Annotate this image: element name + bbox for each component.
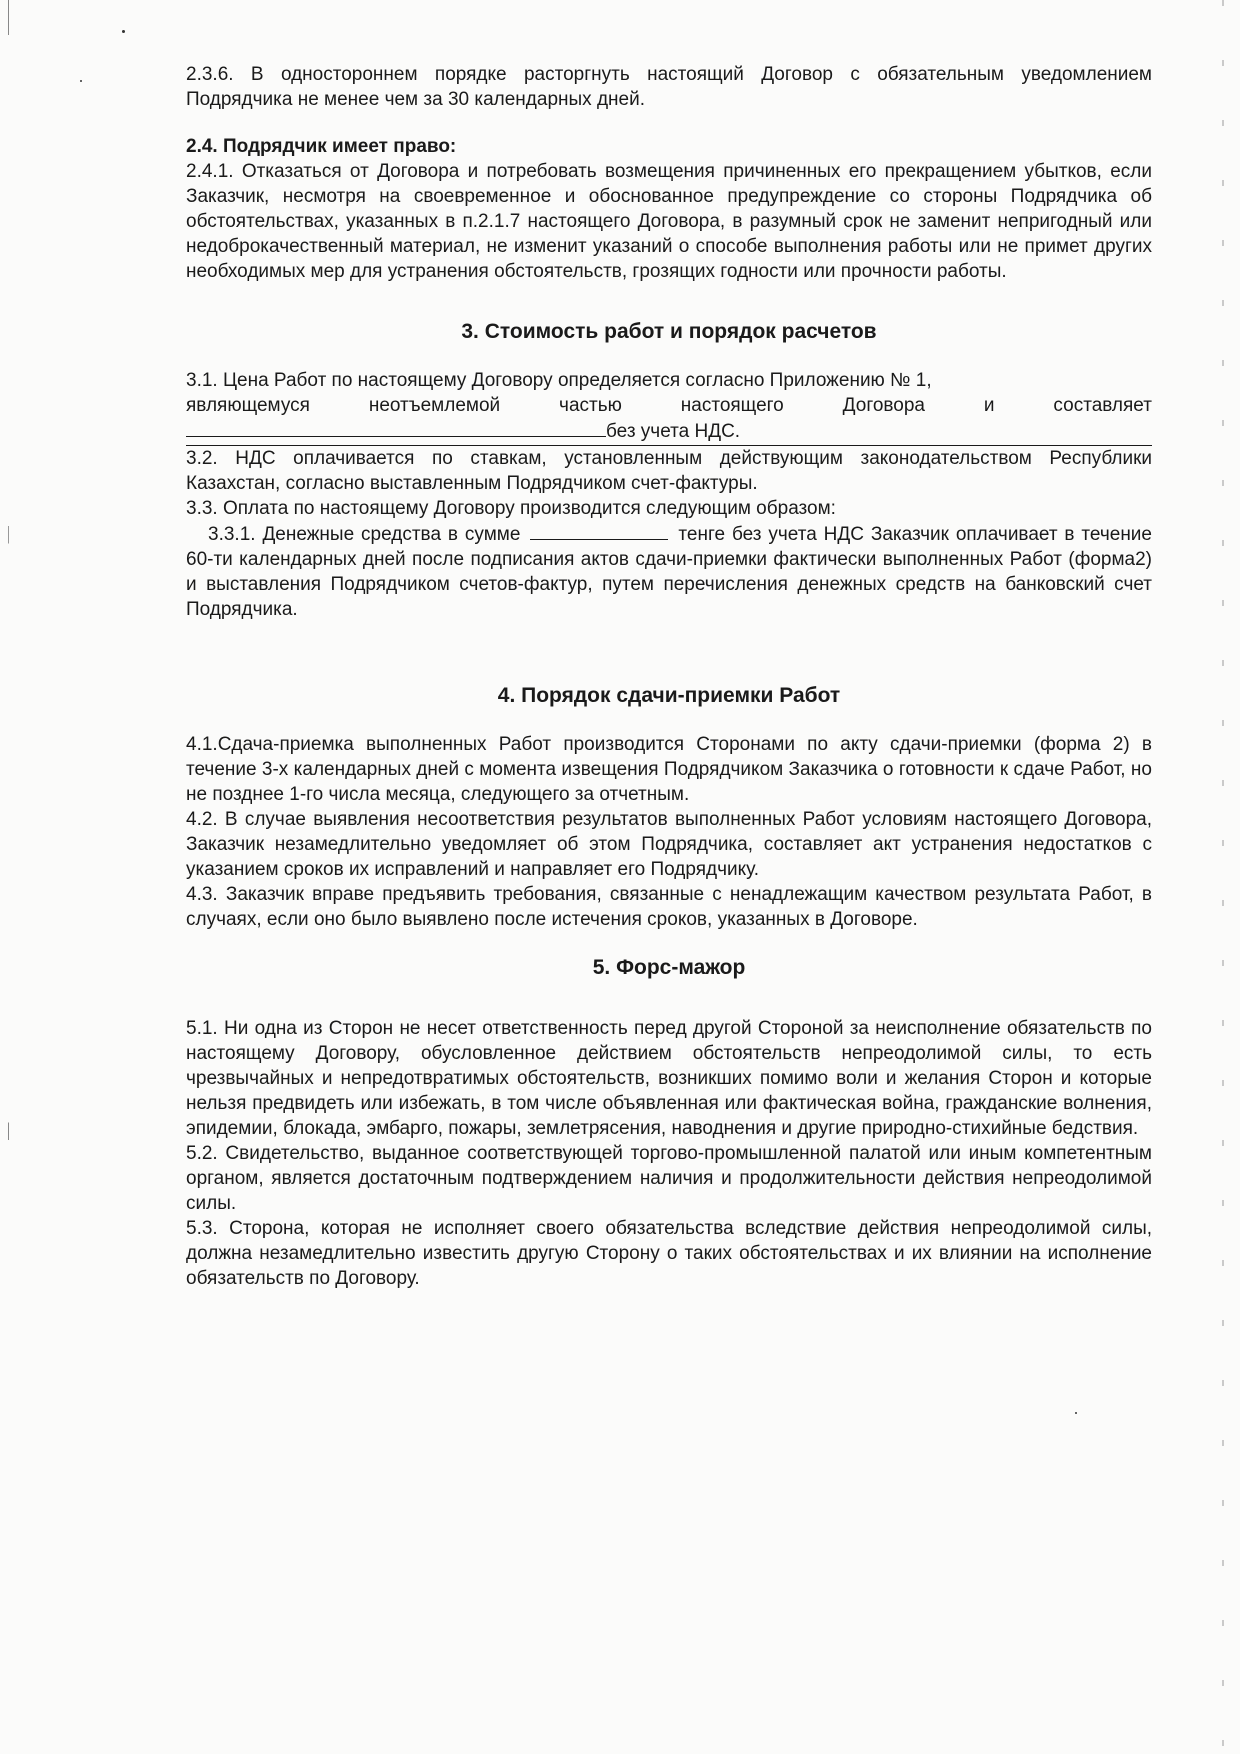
clause-3-3-1-start: 3.3.1. Денежные средства в сумме (208, 524, 521, 545)
scan-speck (80, 80, 82, 82)
clause-3-1-word: и (983, 395, 995, 416)
clause-5-1: 5.1. Ни одна из Сторон не несет ответственность перед другой Стороной за неисполнение обязательств по настоящему Договору, обусловленное действием обстоятельств непреодолимой силы, то есть чрезвычайных и непредотвратимых обстоятельств, возникших помимо воли и желания Сторон и которые нельзя предвидеть или избежать, в том числе объявленная или фактическая война, гражданские волнения, эпидемии, блокада, эмбарго, пожары, землетрясения, наводнения и другие природно-стихийные бедствия. (186, 1018, 1152, 1139)
clause-3-1-word: Договора (842, 395, 925, 416)
section-5-title: 5. Форс-мажор (592, 956, 746, 979)
price-blank-field (186, 418, 606, 437)
clause-4-2: 4.2. В случае выявления несоответствия результатов выполненных Работ условиям настоящего Договора, Заказчик незамедлительно уведомляет об этом Подрядчика, составляет акт устранения недостатков с указанием сроков их исправлений и направляет его Подрядчику. (186, 809, 1152, 880)
clause-3-1-word: являющемуся (186, 395, 310, 416)
clause-3-1-line-3 (186, 418, 1152, 446)
clause-2-3-6: 2.3.6. В одностороннем порядке расторгнуть настоящий Договор с обязательным уведомлением Подрядчика не менее чем за 30 календарных дней. (186, 64, 1152, 110)
clause-3-3-1 (186, 521, 1152, 622)
clause-3-1-line-1: 3.1. Цена Работ по настоящему Договору определяется согласно Приложению № 1, (186, 370, 932, 391)
clause-5-2: 5.2. Свидетельство, выданное соответствующей торгово-промышленной палатой или иным компетентным органом, является достаточным подтверждением наличия и продолжительности действия непреодолимой силы. (186, 1143, 1152, 1214)
scan-speck (1075, 1412, 1077, 1414)
clause-2-4-1: 2.4.1. Отказаться от Договора и потребовать возмещения причиненных его прекращением убытков, если Заказчик, несмотря на своевременное и обоснованное предупреждение со стороны Подрядчика об обстоятельствах, указанных в п.2.1.7 настоящего Договора, в разумный срок не заменит непригодный или недоброкачественный материал, не изменит указаний о способе выполнения работы или не примет других необходимых мер для устранения обстоятельств, грозящих годности или прочности работы. (186, 161, 1152, 282)
heading-2-4: 2.4. Подрядчик имеет право: (186, 136, 457, 157)
scan-edge-right (1222, 0, 1224, 1754)
clause-3-3-1-rest: тенге без учета НДС Заказчик оплачивает в течение 60-ти календарных дней после подписания актов сдачи-приемки фактически выполненных Работ (форма2) и выставления Подрядчиком счетов-фактур, путем перечисления денежных средств на банковский счет Подрядчика. (186, 524, 1152, 620)
scan-edge-left (8, 0, 9, 1754)
scan-speck (122, 30, 125, 33)
clause-4-1: 4.1.Сдача-приемка выполненных Работ производится Сторонами по акту сдачи-приемки (форма 2) в течение 3-х календарных дней с момента извещения Подрядчиком Заказчика о готовности к сдаче Работ, но не позднее 1-го числа месяца, следующего за отчетным. (186, 734, 1152, 805)
clause-3-1-line-2 (186, 393, 1152, 418)
clause-4-3: 4.3. Заказчик вправе предъявить требования, связанные с ненадлежащим качеством результата Работ, в случаях, если оно было выявлено после истечения сроков, указанных в Договоре. (186, 884, 1152, 930)
clause-3-3: 3.3. Оплата по настоящему Договору производится следующим образом: (186, 498, 836, 519)
section-3-title: 3. Стоимость работ и порядок расчетов (461, 320, 877, 343)
clause-3-1-tail: без учета НДС. (606, 421, 741, 442)
clause-3-1-word: частью (559, 395, 622, 416)
clause-3-1-word: настоящего (680, 395, 784, 416)
amount-blank-field (530, 521, 668, 540)
document-body (186, 62, 1152, 1291)
section-4-title: 4. Порядок сдачи-приемки Работ (497, 684, 841, 707)
clause-3-1-word: неотъемлемой (368, 395, 501, 416)
clause-3-2: 3.2. НДС оплачивается по ставкам, установленным действующим законодательством Республики Казахстан, согласно выставленным Подрядчиком счет-фактуры. (186, 448, 1152, 494)
clause-3-1-word: составляет (1053, 395, 1152, 416)
clause-5-3: 5.3. Сторона, которая не исполняет своего обязательства вследствие действия непреодолимой силы, должна незамедлительно известить другую Сторону о таких обстоятельствах и их влиянии на исполнение обязательств по Договору. (186, 1218, 1152, 1289)
